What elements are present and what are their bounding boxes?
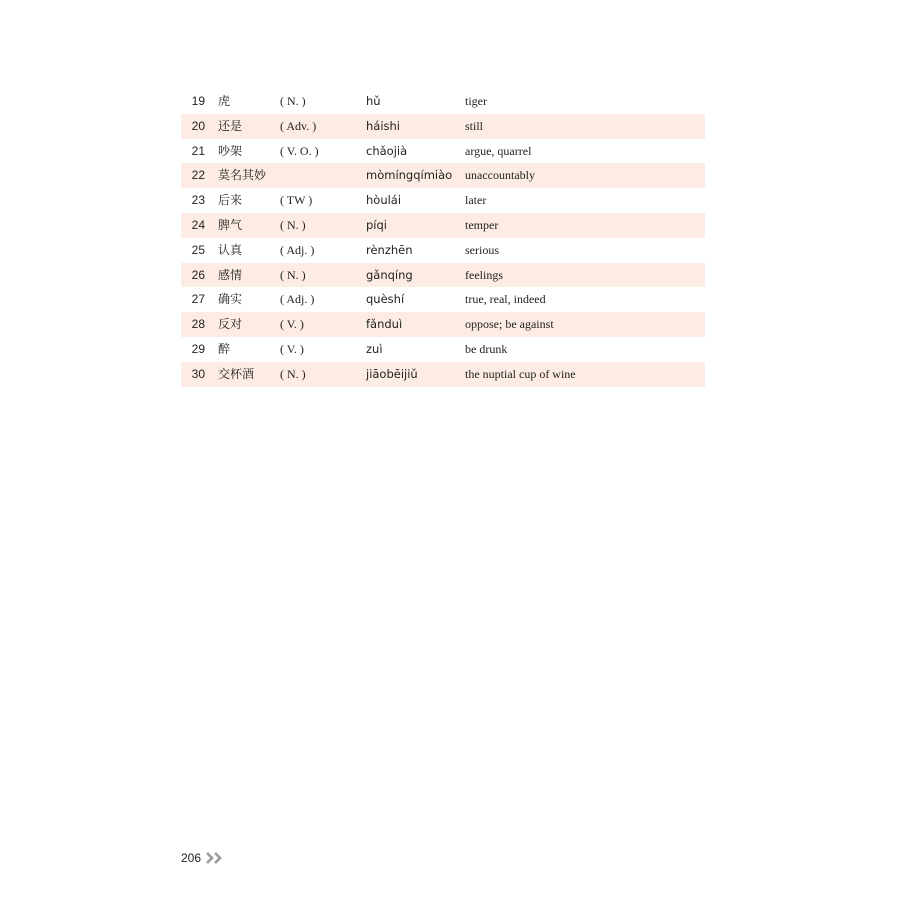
vocab-pinyin: gǎnqíng — [366, 267, 413, 282]
vocab-pinyin: rènzhēn — [366, 242, 413, 257]
vocab-part-of-speech: ( Adj. ) — [280, 292, 315, 307]
vocab-english: tiger — [465, 94, 487, 108]
vocab-pinyin: quèshí — [366, 292, 405, 307]
vocab-hanzi: 脾气 — [218, 217, 243, 232]
vocab-english: be drunk — [465, 341, 508, 356]
vocab-part-of-speech: ( N. ) — [280, 94, 306, 108]
vocab-pinyin: píqi — [366, 217, 387, 232]
vocab-english: oppose; be against — [465, 317, 554, 332]
vocab-english: true, real, indeed — [465, 292, 546, 307]
vocab-pinyin: háishi — [366, 118, 401, 133]
page-number: 206 — [181, 851, 202, 865]
vocab-part-of-speech: ( V. O. ) — [280, 143, 319, 158]
vocab-number: 27 — [191, 292, 205, 307]
vocab-row — [181, 362, 705, 387]
vocab-part-of-speech: ( N. ) — [280, 217, 306, 232]
vocab-pinyin: fǎnduì — [366, 317, 403, 332]
vocab-english: feelings — [465, 267, 503, 282]
vocab-hanzi: 确实 — [218, 292, 243, 307]
vocab-part-of-speech: ( V. ) — [280, 317, 304, 332]
vocab-row — [181, 337, 705, 362]
vocab-row — [181, 312, 705, 337]
page-footer — [181, 848, 224, 868]
vocab-hanzi: 还是 — [218, 118, 243, 133]
vocab-english: still — [465, 118, 484, 133]
vocabulary-table — [181, 89, 705, 387]
vocab-hanzi: 醉 — [218, 341, 231, 356]
vocab-pinyin: jiāobēijiǔ — [366, 366, 418, 381]
vocab-english: the nuptial cup of wine — [465, 366, 576, 381]
vocab-row — [181, 238, 705, 263]
vocab-number: 22 — [191, 168, 205, 183]
vocab-pinyin: hòulái — [366, 193, 402, 208]
vocab-row — [181, 188, 705, 213]
vocab-number: 19 — [191, 94, 205, 108]
vocab-part-of-speech: ( Adj. ) — [280, 242, 315, 257]
vocab-english: argue, quarrel — [465, 143, 532, 158]
vocab-row — [181, 89, 705, 114]
vocab-hanzi: 莫名其妙 — [218, 168, 267, 183]
vocab-pinyin: hǔ — [366, 94, 381, 108]
vocab-number: 23 — [191, 193, 205, 208]
vocab-number: 20 — [191, 118, 205, 133]
vocab-hanzi: 反对 — [218, 317, 243, 332]
vocab-part-of-speech: ( N. ) — [280, 366, 306, 381]
vocab-part-of-speech: ( Adv. ) — [280, 118, 317, 133]
double-chevron-right-icon — [206, 852, 224, 864]
vocab-part-of-speech: ( N. ) — [280, 267, 306, 282]
vocab-hanzi: 后来 — [218, 193, 243, 208]
vocab-english: temper — [465, 217, 499, 232]
vocab-row — [181, 163, 705, 188]
vocab-number: 24 — [191, 217, 205, 232]
vocab-number: 28 — [191, 317, 205, 332]
vocab-part-of-speech: ( TW ) — [280, 193, 313, 208]
vocab-hanzi: 虎 — [218, 94, 231, 108]
vocab-hanzi: 吵架 — [218, 143, 243, 158]
vocab-english: later — [465, 193, 487, 208]
vocab-row — [181, 213, 705, 238]
vocab-pinyin: chǎojià — [366, 143, 408, 158]
vocab-hanzi: 交杯酒 — [218, 366, 255, 381]
vocab-number: 29 — [191, 341, 205, 356]
vocab-row — [181, 139, 705, 164]
vocab-hanzi: 感情 — [218, 267, 243, 282]
vocab-pinyin: mòmíngqímiào — [366, 168, 453, 183]
vocab-english: unaccountably — [465, 168, 535, 183]
vocab-number: 30 — [191, 366, 205, 381]
vocab-number: 25 — [191, 242, 205, 257]
vocab-number: 21 — [191, 143, 205, 158]
vocab-part-of-speech: ( V. ) — [280, 341, 304, 356]
vocab-english: serious — [465, 242, 499, 257]
vocab-row — [181, 114, 705, 139]
vocab-row — [181, 263, 705, 288]
vocab-row — [181, 287, 705, 312]
vocab-number: 26 — [191, 267, 205, 282]
vocab-hanzi: 认真 — [218, 242, 243, 257]
vocab-pinyin: zuì — [366, 341, 383, 356]
